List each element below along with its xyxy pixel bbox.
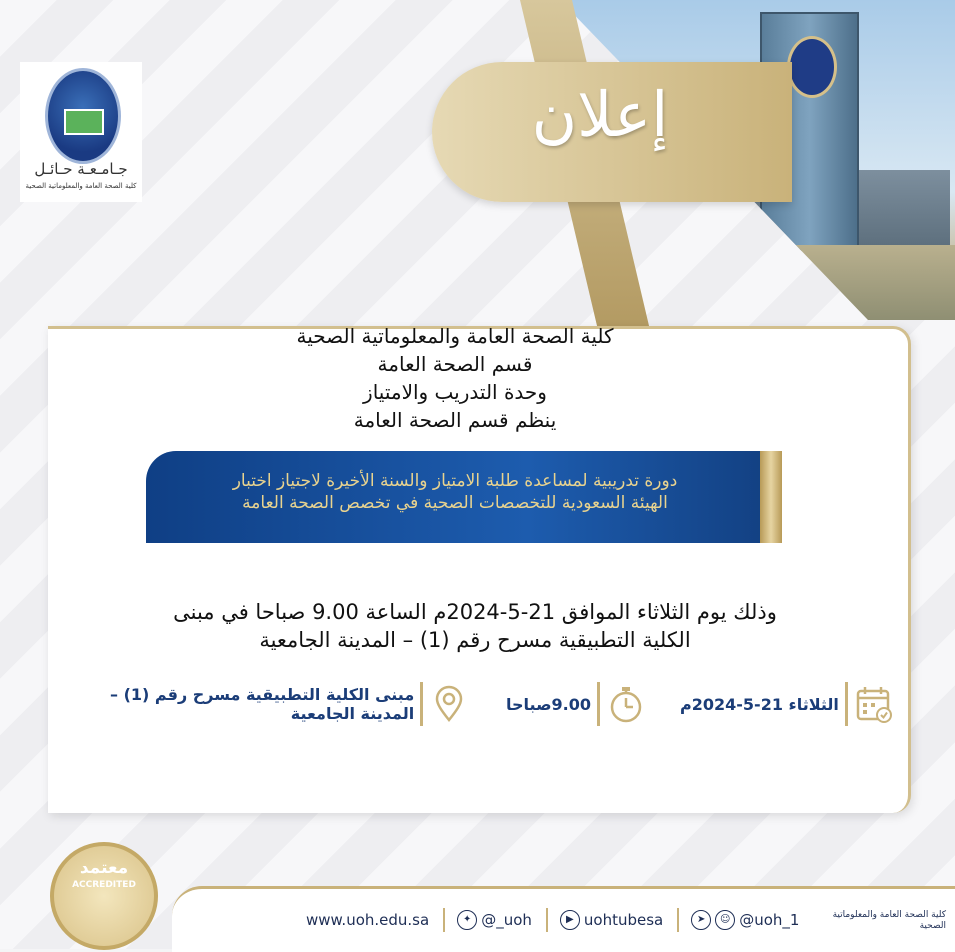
- footer-contacts: [306, 908, 813, 932]
- course-title-line: الهيئة السعودية للتخصصات الصحية في تخصص الصحة العامة: [242, 493, 668, 513]
- college-name: كلية الصحة العامة والمعلوماتية الصحية: [25, 182, 137, 190]
- banner-gold-edge: [760, 451, 782, 543]
- course-title-line: دورة تدريبية لمساعدة طلبة الامتياز والسنة الأخيرة لاجتياز اختبار: [232, 471, 678, 491]
- website-link[interactable]: www.uoh.edu.sa: [306, 911, 430, 929]
- location-pin-icon: [429, 684, 469, 724]
- event-place-line: مبنى الكلية التطبيقية مسرح رقم (1) –: [110, 685, 415, 704]
- footer-college-name: كلية الصحة العامة والمعلوماتية الصحية: [832, 910, 946, 931]
- header-block: [160, 322, 750, 434]
- event-details-line: وذلك يوم الثلاثاء الموافق 21-5-2024م الساعة 9.00 صباحا في مبنى: [173, 600, 777, 624]
- footer-website[interactable]: [306, 911, 429, 929]
- footer-divider: [677, 908, 679, 932]
- course-title: [170, 470, 740, 514]
- twitter-handle[interactable]: @_uoh: [481, 911, 532, 929]
- stopwatch-icon: [606, 684, 646, 724]
- header-line: قسم الصحة العامة: [377, 352, 533, 376]
- announcement-title: إعلان: [531, 78, 669, 151]
- accreditation-seal: [50, 842, 158, 950]
- accreditation-arabic: معتمد: [79, 858, 129, 878]
- info-date: [680, 682, 894, 726]
- youtube-handle[interactable]: uohtubesa: [583, 911, 664, 929]
- event-place-line: المدينة الجامعية: [290, 704, 415, 723]
- youtube-icon: ▶: [560, 910, 580, 930]
- gold-divider: [597, 682, 600, 726]
- footer-telegram[interactable]: [691, 910, 799, 930]
- telegram-icon: ➤: [691, 910, 711, 930]
- footer-twitter[interactable]: [457, 910, 532, 930]
- telegram-handle[interactable]: @uoh_1: [739, 911, 800, 929]
- footer-divider: [443, 908, 445, 932]
- event-date: الثلاثاء 21-5-2024م: [680, 694, 839, 714]
- header-line: كلية الصحة العامة والمعلوماتية الصحية: [296, 324, 614, 348]
- calendar-icon: [854, 684, 894, 724]
- twitter-icon: ✦: [457, 910, 477, 930]
- university-seal-icon: [45, 68, 121, 164]
- university-name: جـامـعـة حـائـل: [34, 160, 128, 178]
- university-logo: [20, 62, 142, 202]
- header-line: ينظم قسم الصحة العامة: [353, 408, 557, 432]
- event-time: 9.00صباحا: [506, 694, 592, 714]
- event-details-line: الكلية التطبيقية مسرح رقم (1) – المدينة الجامعية: [259, 628, 691, 652]
- footer-youtube[interactable]: [560, 910, 663, 930]
- header-line: وحدة التدريب والامتياز: [363, 380, 547, 404]
- accreditation-english: ACCREDITED: [72, 880, 136, 890]
- event-details: [95, 598, 855, 654]
- gold-divider: [845, 682, 848, 726]
- footer-divider: [546, 908, 548, 932]
- event-place: [110, 685, 414, 723]
- info-place: [110, 682, 469, 726]
- gold-divider: [420, 682, 423, 726]
- info-time: [506, 682, 646, 726]
- snapchat-icon: ☺: [715, 910, 735, 930]
